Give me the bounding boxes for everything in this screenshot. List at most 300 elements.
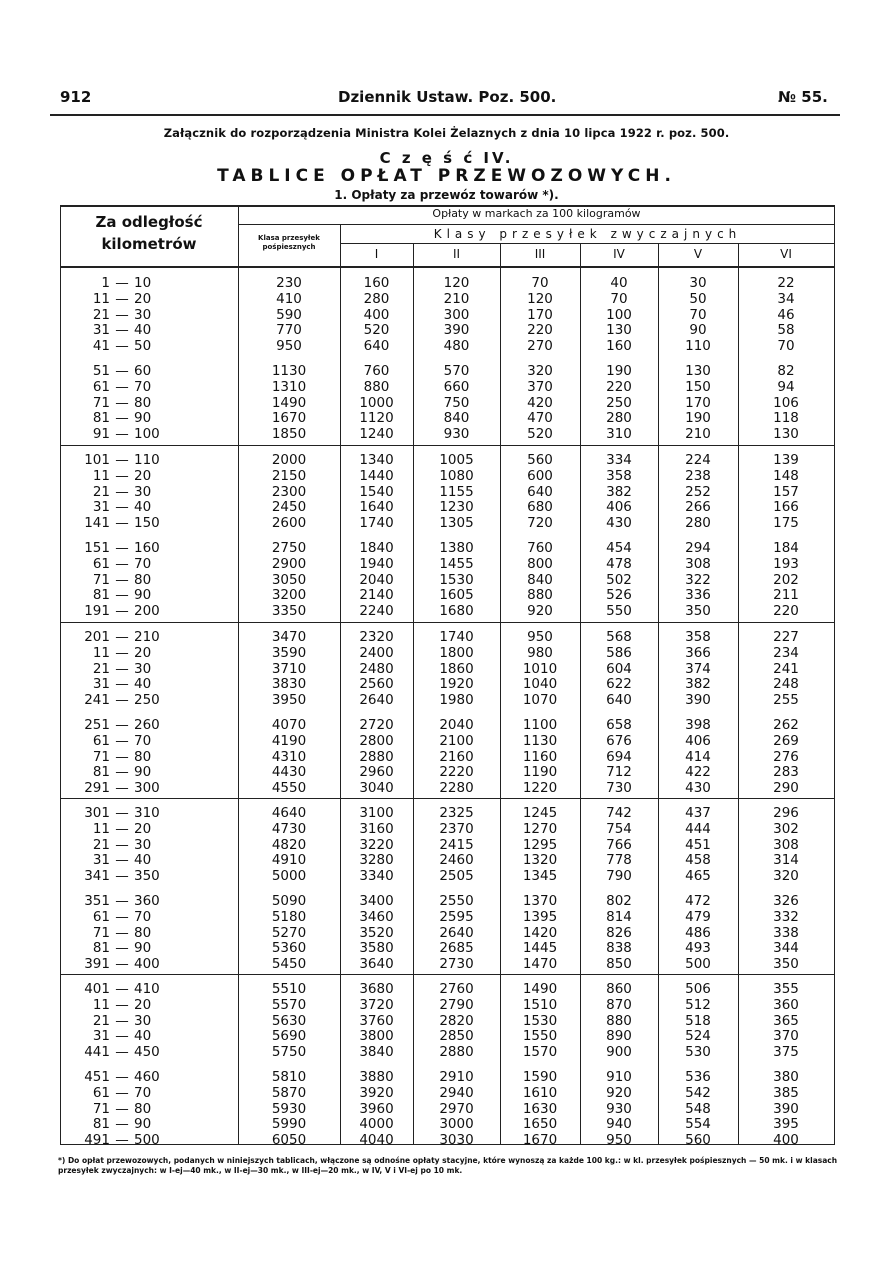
distance-from: 341 — [84, 868, 110, 885]
dash: — — [115, 540, 129, 556]
fee-cell: 350 — [685, 603, 711, 620]
dash: — — [115, 555, 129, 572]
fee-cell: 437 — [685, 805, 711, 821]
fee-cell: 269 — [773, 732, 799, 749]
fee-cell: 1155 — [439, 483, 474, 500]
fee-cell: 202 — [773, 571, 799, 588]
fee-cell: 802 — [606, 893, 632, 909]
fee-cell: 2720 — [359, 717, 394, 733]
fee-cell: 570 — [443, 363, 470, 379]
fee-cell: 120 — [527, 290, 553, 307]
table-row — [70, 1086, 230, 1102]
fee-cell: 184 — [773, 540, 799, 556]
fee-cell: 2560 — [359, 676, 394, 693]
fee-cell: 2000 — [271, 452, 307, 468]
fee-cell: 4730 — [271, 820, 307, 837]
distance-to: 70 — [134, 1084, 152, 1101]
fee-cell: 1440 — [359, 467, 394, 484]
fee-cell: 2240 — [359, 603, 394, 620]
fee-cell: 2280 — [439, 780, 474, 797]
fee-cell: 880 — [527, 587, 553, 604]
fee-cell: 1920 — [439, 676, 474, 693]
fee-cell: 3800 — [359, 1028, 394, 1045]
fee-cell: 940 — [606, 1116, 632, 1133]
fee-cell: 110 — [685, 338, 711, 355]
fee-cell: 3050 — [271, 571, 307, 588]
table-row — [70, 396, 230, 412]
table-row — [70, 662, 230, 678]
fee-cell: 296 — [773, 805, 799, 821]
fee-cell: 2640 — [359, 692, 394, 709]
fee-cell: 193 — [773, 555, 799, 572]
fee-cell: 5000 — [271, 868, 307, 885]
page-number: 912 — [60, 88, 92, 106]
distance-from: 401 — [84, 981, 110, 997]
fee-cell: 760 — [527, 540, 553, 556]
fee-cell: 548 — [685, 1100, 711, 1117]
distance-from: 251 — [84, 717, 110, 733]
fee-cell: 502 — [606, 571, 632, 588]
annex-line: Załącznik do rozporządzenia Ministra Kolei Żelaznych z dnia 10 lipca 1922 r. poz. 500. — [163, 126, 730, 140]
distance-from: 191 — [84, 603, 110, 620]
fee-cell: 1540 — [359, 483, 394, 500]
fee-cell: 410 — [276, 290, 302, 307]
fee-cell: 1310 — [271, 378, 307, 395]
fee-cell: 470 — [527, 410, 553, 427]
table-row — [70, 541, 230, 557]
fee-cell: 1570 — [522, 1044, 558, 1061]
table-row — [70, 1102, 230, 1118]
fee-cell: 712 — [606, 764, 632, 781]
block-rule — [60, 445, 835, 446]
table-row — [70, 982, 230, 998]
fee-cell: 370 — [527, 378, 553, 395]
fee-cell: 1800 — [439, 644, 474, 661]
distance-to: 460 — [134, 1069, 160, 1085]
fee-cell: 1230 — [439, 499, 474, 516]
fee-cell: 840 — [443, 410, 470, 427]
fee-cell: 1530 — [522, 1012, 558, 1029]
table-row — [70, 693, 230, 709]
distance-from: 21 — [92, 306, 110, 323]
distance-from: 1 — [101, 275, 110, 291]
fee-cell: 358 — [685, 629, 711, 645]
fee-cell: 210 — [685, 426, 711, 443]
fee-cell: 1380 — [439, 540, 474, 556]
fee-cell: 370 — [773, 1028, 799, 1045]
distance-from: 291 — [84, 780, 110, 797]
fee-cell: 2940 — [439, 1084, 474, 1101]
fee-cell: 560 — [685, 1132, 711, 1149]
fee-cell: 826 — [606, 924, 632, 941]
distance-to: 300 — [134, 780, 160, 797]
fee-cell: 300 — [443, 306, 470, 323]
fee-cell: 414 — [685, 748, 711, 765]
fee-cell: 374 — [685, 660, 711, 677]
fee-cell: 900 — [606, 1044, 632, 1061]
fee-cell: 250 — [606, 394, 632, 411]
fee-cell: 451 — [685, 836, 711, 853]
fee-cell: 658 — [606, 717, 632, 733]
fee-cell: 5930 — [271, 1100, 307, 1117]
distance-from: 71 — [92, 1100, 110, 1117]
distance-from: 391 — [84, 956, 110, 973]
fee-cell: 742 — [606, 805, 632, 821]
dash: — — [115, 587, 129, 604]
fee-cell: 2325 — [439, 805, 474, 821]
dash: — — [115, 820, 129, 837]
fee-cell: 3460 — [359, 908, 394, 925]
fee-cell: 1160 — [522, 748, 558, 765]
fee-cell: 4910 — [271, 852, 307, 869]
fee-cell: 4070 — [271, 717, 307, 733]
fee-cell: 1040 — [522, 676, 558, 693]
header-rule — [50, 114, 840, 116]
table-row — [70, 838, 230, 854]
fee-cell: 1490 — [522, 981, 558, 997]
dash: — — [115, 275, 129, 291]
distance-to: 90 — [134, 940, 152, 957]
distance-from: 201 — [84, 629, 110, 645]
fee-cell: 1340 — [359, 452, 394, 468]
class-label: VI — [780, 247, 792, 261]
distance-from: 81 — [92, 587, 110, 604]
distance-to: 40 — [134, 676, 152, 693]
fee-cell: 479 — [685, 908, 711, 925]
fee-cell: 1740 — [359, 515, 394, 532]
fee-cell: 3720 — [359, 996, 394, 1013]
table-row — [70, 453, 230, 469]
fee-cell: 980 — [527, 644, 553, 661]
fee-cell: 1640 — [359, 499, 394, 516]
fee-cell: 46 — [777, 306, 795, 323]
distance-to: 70 — [134, 732, 152, 749]
fee-cell: 160 — [363, 275, 390, 291]
fee-cell: 210 — [443, 290, 470, 307]
fee-cell: 910 — [606, 1069, 632, 1085]
table-row — [70, 941, 230, 957]
table-row — [70, 781, 230, 797]
fee-cell: 2150 — [271, 467, 307, 484]
dash: — — [115, 452, 129, 468]
fee-cell: 870 — [606, 996, 632, 1013]
distance-from: 51 — [92, 363, 110, 379]
fee-cell: 120 — [443, 275, 470, 291]
fee-cell: 930 — [606, 1100, 632, 1117]
fee-cell: 100 — [606, 306, 632, 323]
fee-cell: 554 — [685, 1116, 711, 1133]
fee-cell: 478 — [606, 555, 632, 572]
distance-to: 90 — [134, 1116, 152, 1133]
fee-cell: 375 — [773, 1044, 799, 1061]
fee-cell: 2040 — [359, 571, 394, 588]
dash: — — [115, 1069, 129, 1085]
table-row — [70, 308, 230, 324]
fee-cell: 2460 — [439, 852, 474, 869]
fee-cell: 310 — [606, 426, 632, 443]
fee-cell: 2910 — [439, 1069, 474, 1085]
fee-cell: 320 — [527, 363, 553, 379]
fee-cell: 2505 — [439, 868, 474, 885]
fee-cell: 220 — [606, 378, 632, 395]
fee-cell: 234 — [773, 644, 799, 661]
fee-cell: 366 — [685, 644, 711, 661]
fee-cell: 472 — [685, 893, 711, 909]
dash: — — [115, 306, 129, 323]
fee-cell: 94 — [777, 378, 795, 395]
fee-cell: 224 — [685, 452, 711, 468]
fee-cell: 190 — [606, 363, 632, 379]
fee-cell: 2800 — [359, 732, 394, 749]
dash: — — [115, 467, 129, 484]
fee-cell: 1320 — [522, 852, 558, 869]
table-row — [70, 276, 230, 292]
block-rule — [60, 622, 835, 623]
fee-cell: 3640 — [359, 956, 394, 973]
distance-to: 410 — [134, 981, 160, 997]
fee-cell: 778 — [606, 852, 632, 869]
fee-cell: 334 — [606, 452, 632, 468]
dash: — — [115, 717, 129, 733]
distance-from: 61 — [92, 555, 110, 572]
fee-cell: 530 — [685, 1044, 711, 1061]
fee-cell: 350 — [773, 956, 799, 973]
fee-header-rule — [238, 224, 835, 225]
fee-cell: 280 — [363, 290, 390, 307]
fee-cell: 506 — [685, 981, 711, 997]
fee-cell: 930 — [443, 426, 470, 443]
fee-cell: 1005 — [439, 452, 474, 468]
fee-cell: 130 — [685, 363, 711, 379]
fee-cell: 520 — [363, 322, 390, 339]
fee-cell: 3220 — [359, 836, 394, 853]
fee-cell: 3680 — [359, 981, 394, 997]
distance-to: 310 — [134, 805, 160, 821]
fee-cell: 5510 — [271, 981, 307, 997]
distance-from: 21 — [92, 483, 110, 500]
distance-to: 40 — [134, 1028, 152, 1045]
table-row — [70, 630, 230, 646]
fee-cell: 406 — [685, 732, 711, 749]
distance-from: 31 — [92, 676, 110, 693]
distance-from: 71 — [92, 924, 110, 941]
table-row — [70, 1133, 230, 1149]
table-row — [70, 500, 230, 516]
fee-cell: 1240 — [359, 426, 394, 443]
fee-cell: 790 — [606, 868, 632, 885]
fee-cell: 1850 — [271, 426, 307, 443]
fee-cell: 130 — [773, 426, 799, 443]
fee-cell: 950 — [606, 1132, 632, 1149]
distance-from: 11 — [92, 290, 110, 307]
fee-cell: 1080 — [439, 467, 474, 484]
express-class-header: Klasa przesyłek pośpiesznych — [258, 234, 320, 251]
fee-cell: 458 — [685, 852, 711, 869]
fee-cell: 1070 — [522, 692, 558, 709]
distance-to: 450 — [134, 1044, 160, 1061]
table-row — [70, 411, 230, 427]
fee-cell: 170 — [527, 306, 553, 323]
fee-cell: 294 — [685, 540, 711, 556]
distance-to: 50 — [134, 338, 152, 355]
fee-cell: 322 — [685, 571, 711, 588]
fee-cell: 500 — [685, 956, 711, 973]
fee-cell: 70 — [777, 338, 795, 355]
fee-cell: 5270 — [271, 924, 307, 941]
dash: — — [115, 748, 129, 765]
fee-cell: 302 — [773, 820, 799, 837]
dash: — — [115, 908, 129, 925]
table-row — [70, 910, 230, 926]
fee-cell: 338 — [773, 924, 799, 941]
fee-cell: 4310 — [271, 748, 307, 765]
dash: — — [115, 426, 129, 443]
distance-to: 160 — [134, 540, 160, 556]
fee-cell: 276 — [773, 748, 799, 765]
distance-from: 81 — [92, 1116, 110, 1133]
fee-cell: 920 — [606, 1084, 632, 1101]
table-row — [70, 998, 230, 1014]
table-row — [70, 806, 230, 822]
fee-header: Opłaty w markach za 100 kilogramów — [432, 207, 641, 220]
fee-cell: 238 — [685, 467, 711, 484]
dash: — — [115, 1100, 129, 1117]
distance-to: 30 — [134, 1012, 152, 1029]
dash: — — [115, 410, 129, 427]
table-row — [70, 588, 230, 604]
fee-cell: 5990 — [271, 1116, 307, 1133]
col-rule — [834, 205, 835, 1145]
fee-cell: 1650 — [522, 1116, 558, 1133]
distance-from: 61 — [92, 908, 110, 925]
table-row — [70, 822, 230, 838]
fee-cell: 4430 — [271, 764, 307, 781]
fee-cell: 814 — [606, 908, 632, 925]
fee-cell: 3400 — [359, 893, 394, 909]
fee-cell: 2220 — [439, 764, 474, 781]
dash: — — [115, 394, 129, 411]
fee-cell: 640 — [606, 692, 632, 709]
table-row — [70, 339, 230, 355]
header-bottom-rule — [60, 266, 835, 268]
distance-to: 260 — [134, 717, 160, 733]
distance-from: 11 — [92, 644, 110, 661]
table-row — [70, 750, 230, 766]
fee-cell: 3960 — [359, 1100, 394, 1117]
fee-cell: 3280 — [359, 852, 394, 869]
issue-number: № 55. — [778, 88, 828, 106]
fee-cell: 5870 — [271, 1084, 307, 1101]
fee-cell: 730 — [606, 780, 632, 797]
distance-from: 351 — [84, 893, 110, 909]
dash: — — [115, 924, 129, 941]
fee-cell: 3710 — [271, 660, 307, 677]
distance-from: 71 — [92, 394, 110, 411]
fee-cell: 336 — [685, 587, 711, 604]
table-row — [70, 427, 230, 443]
fee-cell: 526 — [606, 587, 632, 604]
distance-from: 21 — [92, 1012, 110, 1029]
fee-cell: 70 — [610, 290, 628, 307]
distance-to: 30 — [134, 306, 152, 323]
dash: — — [115, 780, 129, 797]
fee-cell: 660 — [443, 378, 470, 395]
fee-cell: 1605 — [439, 587, 474, 604]
part-heading: C z ę ś ć IV. — [379, 149, 514, 167]
fee-cell: 3040 — [359, 780, 394, 797]
fee-cell: 1550 — [522, 1028, 558, 1045]
table-row — [70, 894, 230, 910]
fee-cell: 365 — [773, 1012, 799, 1029]
fee-cell: 1670 — [522, 1132, 558, 1149]
fee-cell: 2850 — [439, 1028, 474, 1045]
fee-cell: 5690 — [271, 1028, 307, 1045]
fee-cell: 70 — [689, 306, 707, 323]
fee-cell: 262 — [773, 717, 799, 733]
fee-cell: 1130 — [522, 732, 558, 749]
fee-cell: 1345 — [522, 868, 558, 885]
fee-cell: 3340 — [359, 868, 394, 885]
class-label: V — [693, 247, 703, 261]
fee-cell: 3950 — [271, 692, 307, 709]
fee-cell: 4000 — [359, 1116, 394, 1133]
distance-from: 491 — [84, 1132, 110, 1149]
fee-cell: 4550 — [271, 780, 307, 797]
fee-cell: 520 — [527, 426, 553, 443]
dash: — — [115, 629, 129, 645]
fee-cell: 1470 — [522, 956, 558, 973]
fee-cell: 227 — [773, 629, 799, 645]
fee-cell: 4190 — [271, 732, 307, 749]
dash: — — [115, 571, 129, 588]
distance-to: 200 — [134, 603, 160, 620]
distance-to: 70 — [134, 378, 152, 395]
fee-cell: 430 — [685, 780, 711, 797]
fee-cell: 840 — [527, 571, 553, 588]
fee-cell: 280 — [685, 515, 711, 532]
fee-cell: 22 — [777, 275, 795, 291]
fee-cell: 536 — [685, 1069, 711, 1085]
table-row — [70, 292, 230, 308]
fee-cell: 255 — [773, 692, 799, 709]
fee-cell: 3200 — [271, 587, 307, 604]
fee-cell: 2160 — [439, 748, 474, 765]
dash: — — [115, 852, 129, 869]
fee-cell: 58 — [777, 322, 795, 339]
class-label: III — [534, 247, 546, 261]
distance-to: 250 — [134, 692, 160, 709]
dash: — — [115, 483, 129, 500]
fee-cell: 385 — [773, 1084, 799, 1101]
fee-cell: 211 — [773, 587, 799, 604]
table-row — [70, 646, 230, 662]
fee-cell: 139 — [773, 452, 799, 468]
distance-to: 40 — [134, 852, 152, 869]
fee-cell: 920 — [527, 603, 553, 620]
fee-cell: 380 — [773, 1069, 799, 1085]
fee-cell: 3880 — [359, 1069, 394, 1085]
distance-from: 11 — [92, 820, 110, 837]
distance-to: 400 — [134, 956, 160, 973]
distance-to: 360 — [134, 893, 160, 909]
fee-cell: 270 — [527, 338, 553, 355]
distance-from: 31 — [92, 852, 110, 869]
distance-from: 141 — [84, 515, 110, 532]
fee-cell: 90 — [689, 322, 707, 339]
fee-cell: 2550 — [439, 893, 474, 909]
dash: — — [115, 692, 129, 709]
fee-cell: 890 — [606, 1028, 632, 1045]
